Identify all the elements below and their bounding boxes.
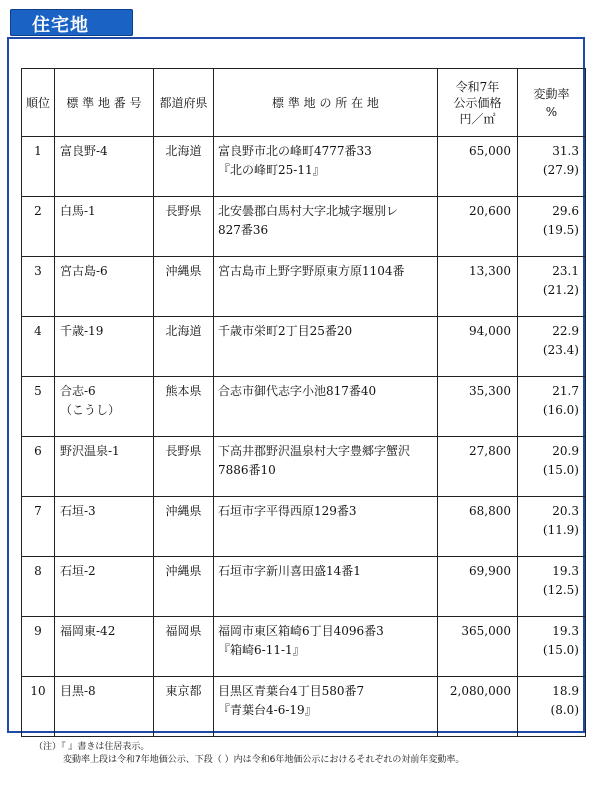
code-cell-content [60, 137, 153, 161]
rate-cell [518, 677, 586, 737]
address-line2: 『箱崎6-11-1』 [218, 643, 305, 657]
rate-previous: (12.5) [542, 583, 579, 597]
address-cell-content [218, 617, 437, 660]
address-cell-content [218, 557, 437, 581]
rank-cell [22, 617, 55, 677]
code-cell [55, 317, 154, 377]
prefecture-cell [154, 437, 214, 497]
price: 94,000 [469, 324, 511, 338]
rank: 7 [34, 504, 42, 518]
rate-cell [518, 377, 586, 437]
code-cell [55, 497, 154, 557]
price-cell [438, 317, 518, 377]
header-rate-line1: 変動率 [533, 86, 570, 101]
code: 宮古島-6 [60, 264, 108, 278]
footnotes [26, 741, 586, 767]
code: 富良野-4 [60, 144, 108, 158]
footnote-line1: （注）『 』書きは住居表示。 [34, 742, 150, 752]
header-price [438, 69, 518, 137]
prefecture-cell-content [154, 257, 213, 281]
rate-cell-content [518, 137, 579, 180]
address-cell [214, 377, 438, 437]
rank: 2 [34, 204, 42, 218]
code-cell-content [60, 497, 153, 521]
header-rate [518, 69, 586, 137]
code: 野沢温泉-1 [60, 444, 120, 458]
rank-cell [22, 437, 55, 497]
rank-cell-content [22, 557, 54, 581]
rate-cell [518, 437, 586, 497]
code-cell-content [60, 437, 153, 461]
rate: 20.3 [552, 504, 579, 518]
price: 2,080,000 [449, 684, 511, 698]
code-cell-content [60, 257, 153, 281]
address-cell-content [218, 497, 437, 521]
table-row [22, 617, 586, 677]
rate: 19.3 [552, 564, 579, 578]
price-cell [438, 257, 518, 317]
table-row [22, 437, 586, 497]
code-cell [55, 137, 154, 197]
address-line1: 北安曇郡白馬村大字北城字堰別レ [218, 204, 399, 218]
price-cell-content [438, 677, 511, 701]
rate-cell-content [518, 497, 579, 540]
price-cell [438, 377, 518, 437]
rate-cell [518, 557, 586, 617]
rank-cell [22, 677, 55, 737]
code: 石垣-2 [60, 564, 96, 578]
code-cell [55, 557, 154, 617]
address-line2: 827番36 [218, 223, 269, 237]
rate-cell-content [518, 377, 579, 420]
address-line1: 合志市御代志字小池817番40 [218, 384, 377, 398]
address-cell [214, 617, 438, 677]
code-cell [55, 437, 154, 497]
code-cell-content [60, 677, 153, 701]
rate-previous: (8.0) [550, 703, 579, 717]
code-cell-content [60, 377, 153, 420]
rate: 29.6 [552, 204, 579, 218]
rank-cell-content [22, 257, 54, 281]
rank-cell [22, 377, 55, 437]
price-cell-content [438, 377, 511, 401]
rank: 1 [34, 144, 42, 158]
rank-cell [22, 557, 55, 617]
table-row [22, 317, 586, 377]
price-cell-content [438, 257, 511, 281]
rate-previous: (16.0) [542, 403, 579, 417]
code-cell [55, 257, 154, 317]
address-cell [214, 137, 438, 197]
price-cell [438, 197, 518, 257]
address-cell [214, 197, 438, 257]
price: 20,600 [469, 204, 511, 218]
prefecture-cell [154, 197, 214, 257]
prefecture-cell-content [154, 197, 213, 221]
prefecture-cell [154, 677, 214, 737]
table-row [22, 257, 586, 317]
prefecture-cell [154, 137, 214, 197]
rank-cell-content [22, 137, 54, 161]
rank-cell [22, 197, 55, 257]
prefecture-cell-content [154, 437, 213, 461]
prefecture: 沖縄県 [165, 564, 202, 578]
address-cell [214, 557, 438, 617]
price: 35,300 [469, 384, 511, 398]
header-rate-line2: % [545, 104, 558, 119]
address-line1: 福岡市東区箱崎6丁目4096番3 [218, 624, 384, 638]
header-price-line2: 公示価格 [453, 95, 502, 110]
address-line1: 千歳市栄町2丁目25番20 [218, 324, 353, 338]
rate-cell [518, 317, 586, 377]
address-cell [214, 317, 438, 377]
prefecture-cell-content [154, 557, 213, 581]
address-line1: 目黒区青葉台4丁目580番7 [218, 684, 365, 698]
code: 福岡東-42 [60, 624, 116, 638]
rate-previous: (27.9) [542, 163, 579, 177]
table-row [22, 497, 586, 557]
rate: 21.7 [552, 384, 579, 398]
rate-cell-content [518, 257, 579, 300]
rate-cell [518, 617, 586, 677]
price-cell-content [438, 617, 511, 641]
rank-cell-content [22, 317, 54, 341]
price: 27,800 [469, 444, 511, 458]
price: 13,300 [469, 264, 511, 278]
prefecture: 福岡県 [165, 624, 202, 638]
prefecture-cell [154, 557, 214, 617]
rank: 8 [34, 564, 42, 578]
code: 千歳-19 [60, 324, 104, 338]
prefecture-cell-content [154, 677, 213, 701]
address-cell-content [218, 197, 437, 240]
price-cell-content [438, 497, 511, 521]
header-address: 標 準 地 の 所 在 地 [214, 69, 438, 137]
rate-cell-content [518, 557, 579, 600]
rank-cell-content [22, 617, 54, 641]
rank-cell-content [22, 497, 54, 521]
code: 石垣-3 [60, 504, 96, 518]
header-prefecture: 都道府県 [154, 69, 214, 137]
rank-cell [22, 317, 55, 377]
ranking-table [21, 68, 586, 737]
header-code: 標 準 地 番 号 [55, 69, 154, 137]
code-cell [55, 617, 154, 677]
code-cell [55, 677, 154, 737]
rate-cell [518, 257, 586, 317]
code-reading: （こうし） [60, 403, 121, 417]
prefecture: 北海道 [165, 144, 202, 158]
rank-cell-content [22, 677, 54, 701]
price-cell [438, 677, 518, 737]
section-title-tab [10, 9, 133, 36]
prefecture: 沖縄県 [165, 264, 202, 278]
price-cell-content [438, 197, 511, 221]
rate: 23.1 [552, 264, 579, 278]
address-line2: 『青葉台4-6-19』 [218, 703, 317, 717]
rate-cell-content [518, 317, 579, 360]
code-cell-content [60, 317, 153, 341]
address-cell-content [218, 437, 437, 480]
section-title: 住宅地 [32, 15, 89, 36]
price-cell [438, 137, 518, 197]
prefecture-cell-content [154, 497, 213, 521]
price: 68,800 [469, 504, 511, 518]
price: 365,000 [461, 624, 511, 638]
price: 65,000 [469, 144, 511, 158]
rate-previous: (23.4) [542, 343, 579, 357]
table-row [22, 137, 586, 197]
address-line1: 石垣市字新川喜田盛14番1 [218, 564, 361, 578]
price-cell [438, 557, 518, 617]
prefecture: 北海道 [165, 324, 202, 338]
rate-cell-content [518, 437, 579, 480]
footnote-line2: 変動率上段は令和7年地価公示、下段（ ）内は令和6年地価公示におけるそれぞれの対前年変動率。 [63, 755, 465, 765]
price-cell-content [438, 317, 511, 341]
rank-cell [22, 137, 55, 197]
address-cell-content [218, 257, 437, 281]
rank: 5 [34, 384, 42, 398]
prefecture-cell [154, 257, 214, 317]
rate: 19.3 [552, 624, 579, 638]
prefecture-cell-content [154, 317, 213, 341]
rate: 20.9 [552, 444, 579, 458]
rank: 6 [34, 444, 42, 458]
table-row [22, 197, 586, 257]
address-line1: 下高井郡野沢温泉村大字豊郷字蟹沢 [218, 444, 411, 458]
address-line2: 7886番10 [218, 463, 276, 477]
code: 白馬-1 [60, 204, 96, 218]
price-cell [438, 617, 518, 677]
address-cell [214, 677, 438, 737]
header-row [22, 69, 586, 137]
prefecture: 熊本県 [165, 384, 202, 398]
address-line1: 宮古島市上野字野原東方原1104番 [218, 264, 405, 278]
price-cell-content [438, 137, 511, 161]
rate-previous: (15.0) [542, 643, 579, 657]
rank: 4 [34, 324, 42, 338]
address-cell [214, 257, 438, 317]
header-price-line3: 円／㎡ [459, 111, 496, 126]
address-cell-content [218, 317, 437, 341]
prefecture-cell-content [154, 377, 213, 401]
rate-previous: (15.0) [542, 463, 579, 477]
rank-cell-content [22, 377, 54, 401]
prefecture-cell [154, 497, 214, 557]
prefecture: 沖縄県 [165, 504, 202, 518]
header-price-line1: 令和7年 [455, 79, 500, 94]
rate-cell-content [518, 197, 579, 240]
rate-cell [518, 197, 586, 257]
rank-cell [22, 497, 55, 557]
rate: 22.9 [552, 324, 579, 338]
address-cell-content [218, 377, 437, 401]
rate: 31.3 [552, 144, 579, 158]
rate-previous: (19.5) [542, 223, 579, 237]
rate-cell-content [518, 677, 579, 720]
rate-cell-content [518, 617, 579, 660]
rate-previous: (21.2) [542, 283, 579, 297]
header-rank: 順位 [22, 69, 55, 137]
rate: 18.9 [552, 684, 579, 698]
table-row [22, 557, 586, 617]
address-cell [214, 497, 438, 557]
price-cell [438, 437, 518, 497]
prefecture: 東京都 [165, 684, 202, 698]
prefecture-cell [154, 617, 214, 677]
address-line1: 富良野市北の峰町4777番33 [218, 144, 372, 158]
code: 合志-6 [60, 384, 96, 398]
prefecture: 長野県 [165, 204, 202, 218]
prefecture-cell [154, 377, 214, 437]
code: 目黒-8 [60, 684, 96, 698]
prefecture: 長野県 [165, 444, 202, 458]
address-cell-content [218, 137, 437, 180]
rank: 3 [34, 264, 42, 278]
address-line1: 石垣市字平得西原129番3 [218, 504, 357, 518]
address-cell [214, 437, 438, 497]
table-row [22, 377, 586, 437]
prefecture-cell-content [154, 137, 213, 161]
rank-cell-content [22, 437, 54, 461]
rank: 10 [30, 684, 46, 698]
price-cell-content [438, 437, 511, 461]
address-cell-content [218, 677, 437, 720]
table-row [22, 677, 586, 737]
prefecture-cell-content [154, 617, 213, 641]
price-cell [438, 497, 518, 557]
rank: 9 [34, 624, 42, 638]
price: 69,900 [469, 564, 511, 578]
code-cell [55, 377, 154, 437]
address-line2: 『北の峰町25-11』 [218, 163, 325, 177]
code-cell-content [60, 617, 153, 641]
price-cell-content [438, 557, 511, 581]
rate-cell [518, 497, 586, 557]
rate-previous: (11.9) [542, 523, 579, 537]
code-cell [55, 197, 154, 257]
rate-cell [518, 137, 586, 197]
prefecture-cell [154, 317, 214, 377]
code-cell-content [60, 197, 153, 221]
code-cell-content [60, 557, 153, 581]
rank-cell-content [22, 197, 54, 221]
rank-cell [22, 257, 55, 317]
